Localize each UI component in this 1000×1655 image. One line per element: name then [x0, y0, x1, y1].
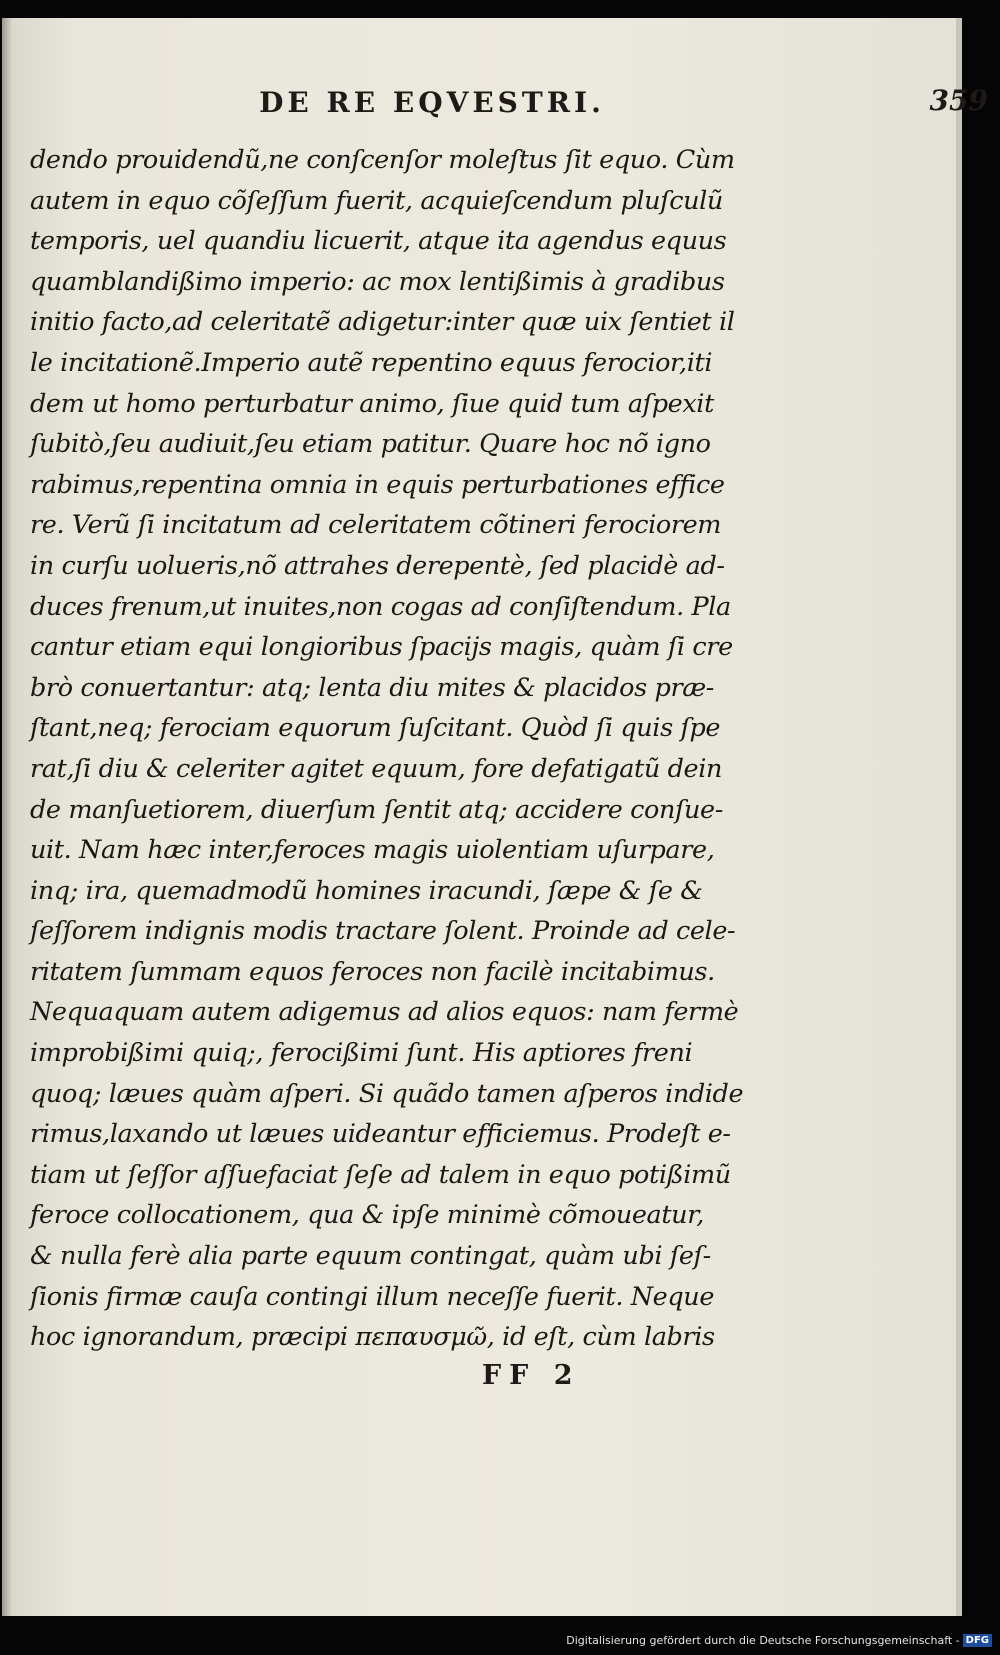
- text-line: in curſu uolueris,nõ attrahes derepentè, ſed placidè ad-: [30, 550, 725, 581]
- text-line: Nequaquam autem adigemus ad alios equos: nam fermè: [30, 997, 739, 1028]
- text-line: duces frenum,ut inuites,non cogas ad conſiſtendum. Pla: [30, 591, 731, 622]
- text-line: initio facto,ad celeritatẽ adigetur:inter quæ uix ſentiet il: [30, 307, 735, 338]
- text-line: le incitationẽ.Imperio autẽ repentino equus ferocior,iti: [30, 347, 713, 378]
- text-line: ſeſſorem indignis modis tractare ſolent. Proinde ad cele-: [30, 916, 736, 947]
- book-page: [2, 18, 988, 1616]
- text-line: re. Verũ ſi incitatum ad celeritatem cõtineri ferociorem: [30, 510, 722, 541]
- text-line: uit. Nam hæc inter,feroces magis uiolentiam uſurpare,: [30, 835, 715, 866]
- credit-text: Digitalisierung gefördert durch die Deutsche Forschungsgemeinschaft -: [566, 1633, 960, 1647]
- text-line: ſionis firmæ cauſa contingi illum neceſſe fuerit. Neque: [30, 1281, 715, 1312]
- text-line: cantur etiam equi longioribus ſpacijs magis, quàm ſi cre: [30, 632, 733, 663]
- signature-mark: FF 2: [482, 1360, 581, 1391]
- text-line: tiam ut ſeſſor aſſuefaciat ſeſe ad talem in equo potißimũ: [30, 1159, 731, 1190]
- text-line: autem in equo cõſeſſum fuerit, acquieſcendum pluſculũ: [30, 185, 723, 216]
- text-line: & nulla ferè alia parte equum contingat, quàm ubi ſeſ-: [30, 1241, 711, 1272]
- text-line: ſubitò,ſeu audiuit,ſeu etiam patitur. Quare hoc nõ igno: [30, 429, 711, 460]
- text-line: rabimus,repentina omnia in equis perturbationes effice: [30, 469, 725, 500]
- text-line: improbißimi quiq;, ferocißimi ſunt. His aptiores freni: [30, 1038, 693, 1069]
- text-line: dendo prouidendũ,ne conſcenſor moleſtus ſit equo. Cùm: [30, 145, 735, 175]
- text-line: temporis, uel quandiu licuerit, atque ita agendus equus: [30, 226, 727, 257]
- text-line: quoq; læues quàm aſperi. Si quãdo tamen aſperos indide: [30, 1078, 744, 1109]
- text-line: dem ut homo perturbatur animo, ſiue quid tum aſpexit: [30, 388, 714, 419]
- text-line: quamblandißimo imperio: ac mox lentißimis à gradibus: [30, 266, 725, 297]
- page-gutter-shadow: [2, 18, 12, 1616]
- dfg-logo: DFG: [963, 1634, 992, 1647]
- text-line: inq; ira, quemadmodũ homines iracundi, ſæpe & ſe &: [30, 875, 703, 906]
- text-line: de manſuetiorem, diuerſum ſentit atq; accidere conſue-: [30, 794, 723, 825]
- text-line: feroce collocationem, qua & ipſe minimè cõmoueatur,: [30, 1200, 704, 1231]
- running-head: DE RE EQVESTRI.: [259, 86, 605, 119]
- text-line: ſtant,neq; ferociam equorum ſuſcitant. Quòd ſi quis ſpe: [30, 713, 721, 744]
- text-line: ritatem ſummam equos feroces non facilè incitabimus.: [30, 956, 715, 987]
- text-line: hoc ignorandum, præcipi πεπαυσμῶ, id eſt, cùm labris: [30, 1322, 715, 1353]
- body-text: [30, 140, 744, 1358]
- text-line: rimus,laxando ut læues uideantur efficiemus. Prodeſt e-: [30, 1119, 731, 1150]
- page-number: 359: [929, 84, 988, 117]
- text-line: brò conuertantur: atq; lenta diu mites & placidos præ-: [30, 672, 715, 703]
- digitization-credit: [566, 1634, 992, 1648]
- text-line: rat,ſi diu & celeriter agitet equum, fore defatigatũ dein: [30, 753, 723, 784]
